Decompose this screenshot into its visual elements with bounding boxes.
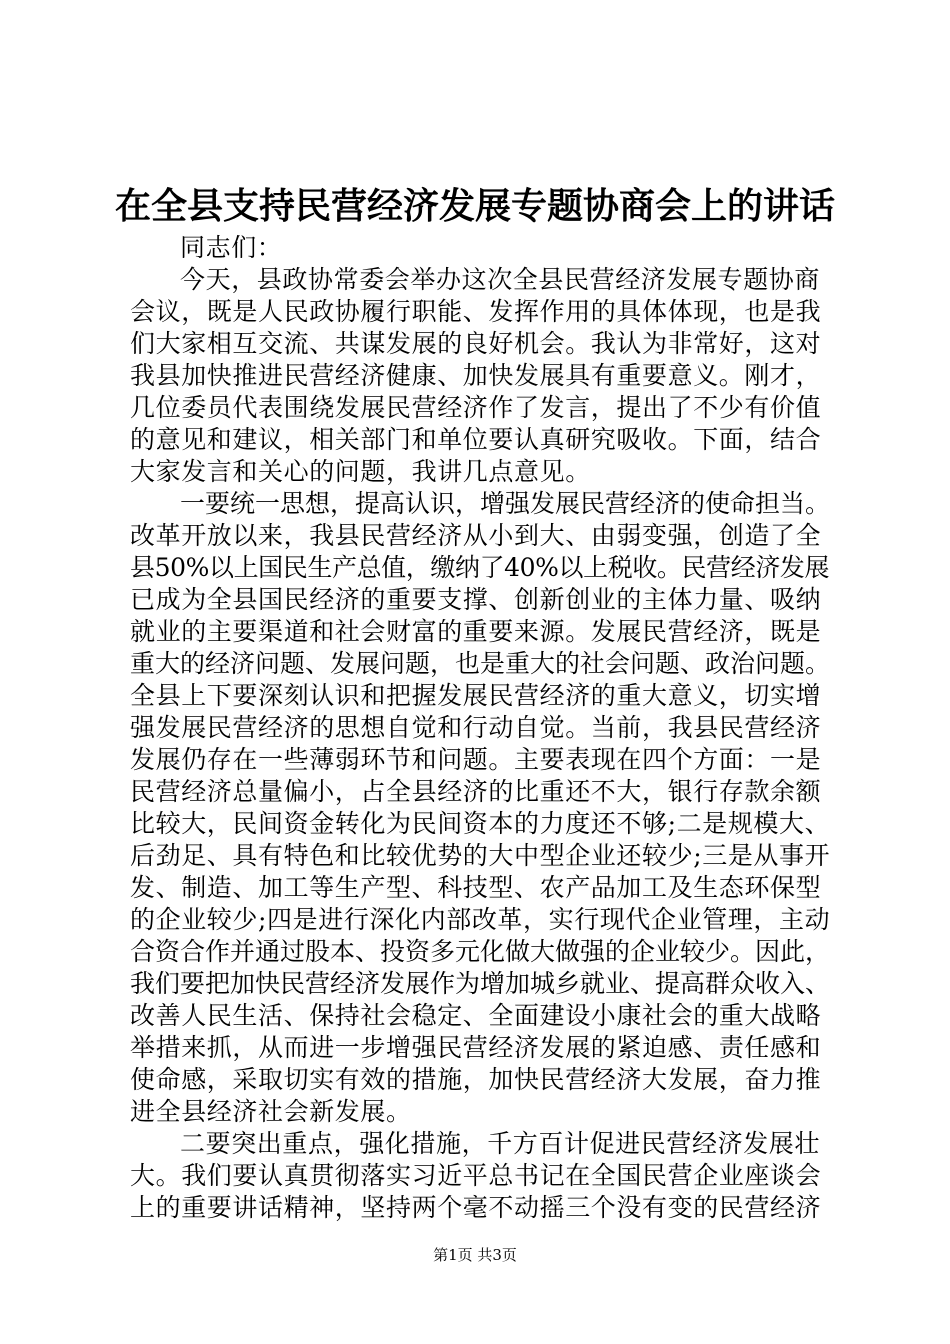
document-title: 在全县支持民营经济发展专题协商会上的讲话 [114,185,835,227]
text-line: 大家发言和关心的问题，我讲几点意见。 [130,457,591,486]
text-line: 大。我们要认真贯彻落实习近平总书记在全国民营企业座谈会 [130,1161,822,1190]
page-footer: 第1页 共3页 [433,1246,517,1264]
text-line: 今天，县政协常委会举办这次全县民营经济发展专题协商 [180,265,821,294]
text-line: 发、制造、加工等生产型、科技型、农产品加工及生态环保型 [130,873,822,902]
text-line: 一要统一思想，提高认识，增强发展民营经济的使命担当。 [180,489,831,518]
text-line: 举措来抓，从而进一步增强民营经济发展的紧迫感、责任感和 [130,1033,822,1062]
text-line: 二要突出重点，强化措施，千方百计促进民营经济发展壮 [180,1129,821,1158]
text-line: 重大的经济问题、发展问题，也是重大的社会问题、政治问题。 [130,649,831,678]
text-line: 几位委员代表围绕发展民营经济作了发言，提出了不少有价值 [130,393,822,422]
text-line: 会议，既是人民政协履行职能、发挥作用的具体体现，也是我 [130,297,822,326]
text-line: 强发展民营经济的思想自觉和行动自觉。当前，我县民营经济 [130,713,822,742]
text-line: 进全县经济社会新发展。 [130,1097,412,1126]
text-line: 改革开放以来，我县民营经济从小到大、由弱变强，创造了全 [130,521,822,550]
text-line: 全县上下要深刻认识和把握发展民营经济的重大意义，切实增 [130,681,822,710]
text-line: 上的重要讲话精神，坚持两个毫不动摇三个没有变的民营经济 [130,1193,822,1222]
text-line: 合资合作并通过股本、投资多元化做大做强的企业较少。因此， [130,937,831,966]
text-line: 我们要把加快民营经济发展作为增加城乡就业、提高群众收入、 [130,969,831,998]
text-line: 我县加快推进民营经济健康、加快发展具有重要意义。刚才， [130,361,822,390]
text-line: 民营经济总量偏小，占全县经济的比重还不大，银行存款余额 [130,777,822,806]
text-line: 发展仍存在一些薄弱环节和问题。主要表现在四个方面：一是 [130,745,822,774]
text-line: 后劲足、具有特色和比较优势的大中型企业还较少;三是从事开 [130,841,831,870]
text-line: 县50%以上国民生产总值，缴纳了40%以上税收。民营经济发展 [130,553,830,582]
text-line: 的企业较少;四是进行深化内部改革，实行现代企业管理，主动 [130,905,831,934]
text-line: 比较大，民间资金转化为民间资本的力度还不够;二是规模大、 [130,809,831,838]
text-line: 就业的主要渠道和社会财富的重要来源。发展民营经济，既是 [130,617,822,646]
text-line: 使命感，采取切实有效的措施，加快民营经济大发展，奋力推 [130,1065,822,1094]
text-line: 们大家相互交流、共谋发展的良好机会。我认为非常好，这对 [130,329,822,358]
text-line: 同志们： [180,233,283,262]
document-body [130,232,830,1224]
text-line: 已成为全县国民经济的重要支撑、创新创业的主体力量、吸纳 [130,585,822,614]
text-line: 的意见和建议，相关部门和单位要认真研究吸收。下面，结合 [130,425,822,454]
text-line: 改善人民生活、保持社会稳定、全面建设小康社会的重大战略 [130,1001,822,1030]
